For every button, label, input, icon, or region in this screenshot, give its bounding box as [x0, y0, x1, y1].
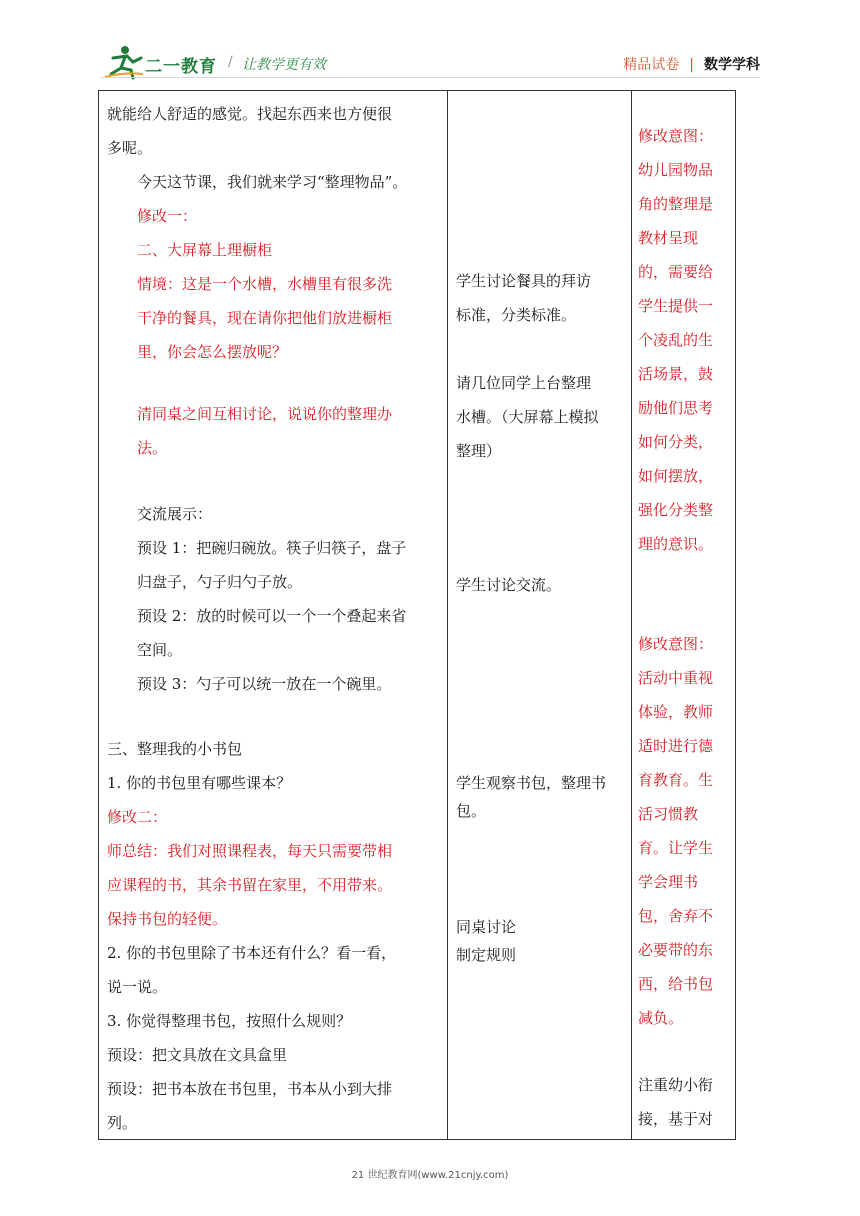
col1-line: 说一说。	[107, 978, 168, 996]
page-footer: 21 世纪教育网(www.21cnjy.com)	[351, 1170, 509, 1181]
col2-line: 学生讨论交流。	[456, 576, 562, 594]
col3-line: 的，需要给	[638, 263, 714, 281]
header-separator: |	[689, 57, 694, 73]
col1-line: 多呢。	[107, 139, 153, 157]
col1-line: 二、大屏幕上理橱柜	[137, 241, 273, 259]
col3-line: 如何分类，	[638, 433, 714, 451]
lesson-table	[98, 90, 736, 1140]
col2-line: 请几位同学上台整理	[456, 374, 592, 392]
col3-line: 强化分类整	[638, 501, 714, 519]
col1-line: 预设：把书本放在书包里，书本从小到大排	[107, 1080, 393, 1098]
col1-line: 就能给人舒适的感觉。找起东西来也方便很	[107, 105, 393, 123]
col3-line: 接，基于对	[638, 1110, 714, 1128]
col3-line: 西，给书包	[638, 975, 714, 993]
col1-line: 法。	[137, 439, 168, 457]
col3-line: 体验，教师	[638, 703, 714, 721]
col3-line: 减负。	[638, 1009, 684, 1027]
col3-line: 活场景，鼓	[638, 365, 714, 383]
col3-line: 修改意图：	[638, 635, 714, 653]
col2-line: 学生讨论餐具的拜访	[456, 272, 592, 290]
header-right-labels	[623, 54, 760, 74]
header-divider	[100, 77, 760, 78]
col1-line: 1. 你的书包里有哪些课本？	[107, 774, 292, 792]
student-activity-cell	[448, 91, 631, 1139]
col2-line: 学生观察书包，整理书	[456, 774, 607, 792]
col1-line: 清同桌之间互相讨论，说说你的整理办	[137, 405, 393, 423]
col3-line: 角的整理是	[638, 195, 714, 213]
col3-line: 活动中重视	[638, 669, 714, 687]
col2-line: 标准，分类标准。	[456, 306, 577, 324]
col3-line: 包，舍弃不	[638, 907, 714, 925]
col1-line: 情境：这是一个水槽，水槽里有很多洗	[137, 275, 393, 293]
col1-line: 交流展示：	[137, 505, 213, 523]
slogan: 让教学更有效	[242, 57, 326, 73]
col2-line: 同桌讨论	[456, 918, 517, 936]
col3-line: 育教育。生	[638, 771, 714, 789]
col3-line: 育。让学生	[638, 839, 714, 857]
col1-line: 预设：把文具放在文具盒里	[107, 1046, 288, 1064]
col2-line: 水槽。（大屏幕上模拟	[456, 408, 599, 426]
col1-line: 师总结：我们对照课程表，每天只需要带相	[107, 842, 393, 860]
col1-line: 预设 2：放的时候可以一个一个叠起来省	[137, 607, 407, 625]
col3-line: 必要带的东	[638, 941, 714, 959]
page-header	[0, 0, 860, 80]
col1-line: 应课程的书，其余书留在家里，不用带来。	[107, 876, 393, 894]
col3-line: 活习惯教	[638, 805, 699, 823]
col1-line: 修改一：	[137, 207, 198, 225]
col3-line: 学生提供一	[638, 297, 714, 315]
col3-line: 励他们思考	[638, 399, 714, 417]
col2-line: 整理）	[456, 442, 502, 460]
col1-line: 保持书包的轻便。	[107, 910, 228, 928]
col3-line: 注重幼小衔	[638, 1076, 714, 1094]
design-intent-cell	[632, 91, 736, 1139]
col1-line: 2. 你的书包里除了书本还有什么？看一看，	[107, 944, 397, 962]
col1-line: 今天这节课，我们就来学习“整理物品”。	[137, 173, 408, 191]
col2-line: 包。	[456, 802, 487, 820]
col2-line: 制定规则	[456, 946, 517, 964]
col1-line: 3. 你觉得整理书包，按照什么规则？	[107, 1012, 352, 1030]
logo-text: 二一教育	[145, 57, 217, 77]
col1-line: 三、整理我的小书包	[107, 740, 243, 758]
col3-line: 教材呈现	[638, 229, 699, 247]
slogan-separator: /	[228, 54, 233, 70]
label-premium-paper: 精品试卷	[623, 57, 680, 73]
col1-line: 列。	[107, 1114, 138, 1132]
col1-line: 干净的餐具，现在请你把他们放进橱柜	[137, 309, 393, 327]
teacher-activity-cell	[99, 91, 447, 1139]
col3-line: 修改意图：	[638, 127, 714, 145]
col1-line: 预设 3：勺子可以统一放在一个碗里。	[137, 675, 392, 693]
label-subject: 数学学科	[704, 57, 760, 73]
col3-line: 幼儿园物品	[638, 161, 714, 179]
col1-line: 里，你会怎么摆放呢？	[137, 343, 288, 361]
col1-line: 归盘子，勺子归勺子放。	[137, 573, 303, 591]
col3-line: 适时进行德	[638, 737, 714, 755]
col1-line: 预设 1：把碗归碗放。筷子归筷子，盘子	[137, 539, 407, 557]
col1-line: 空间。	[137, 641, 183, 659]
col3-line: 如何摆放，	[638, 467, 714, 485]
col3-line: 学会理书	[638, 873, 699, 891]
col3-line: 个凌乱的生	[638, 331, 714, 349]
col3-line: 理的意识。	[638, 535, 714, 553]
col1-line: 修改二：	[107, 808, 168, 826]
